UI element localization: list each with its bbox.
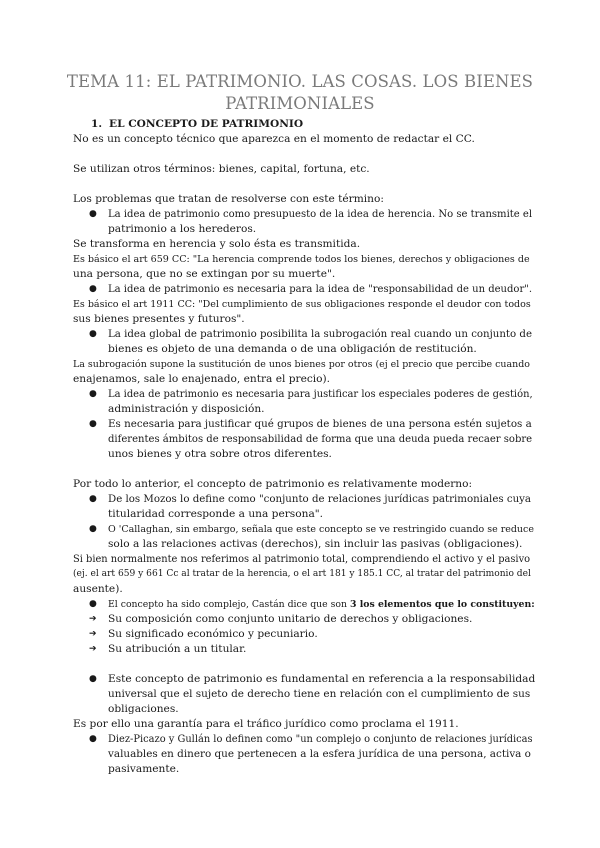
list-item	[73, 642, 535, 657]
section-number: 1.	[91, 118, 103, 130]
section-heading	[73, 117, 535, 132]
bullet-icon: ●	[89, 389, 97, 399]
list-item-text: La idea de patrimonio es necesaria para justificar los especiales poderes de gestión,	[108, 389, 533, 400]
list-item-text: El concepto ha sido complejo, Castán dice que son	[108, 599, 350, 610]
bullet-icon: ●	[89, 209, 97, 219]
paragraph-line: enajenamos, sale lo enajenado, entra el precio).	[73, 373, 331, 385]
list-item-text: Este concepto de patrimonio es fundamental en referencia a la responsabilidad	[108, 673, 536, 685]
list-item	[73, 672, 535, 687]
list-item-bold-text: 3 los elementos que lo constituyen:	[349, 599, 535, 610]
list-item-continuation: solo a las relaciones activas (derechos), sin incluir las pasivas (obligaciones).	[108, 538, 523, 550]
list-item-continuation: universal que el sujeto de derecho tiene en relación con el cumplimiento de sus	[108, 688, 531, 700]
list-item	[73, 207, 535, 222]
list-item-text: Diez-Picazo y Gullán lo definen como "un complejo o conjunto de relaciones jurídicas	[108, 734, 533, 745]
bullet-icon: ●	[89, 284, 97, 294]
list-item-text: Su composición como conjunto unitario de derechos y obligaciones.	[108, 613, 473, 625]
paragraph-line: Es básico el art 659 CC: "La herencia comprende todos los bienes, derechos y obligaciones de	[73, 254, 530, 265]
page-title-line: TEMA 11: EL PATRIMONIO. LAS COSAS. LOS BIENES	[66, 72, 534, 91]
paragraph-line: ausente).	[73, 583, 123, 595]
arrow-icon: ➔	[89, 629, 97, 639]
paragraph-line: Se transforma en herencia y solo ésta es transmitida.	[73, 238, 361, 250]
list-item-text: La idea global de patrimonio posibilita la subrogación real cuando un conjunto de	[108, 329, 532, 340]
arrow-icon: ➔	[89, 644, 97, 654]
list-item	[73, 597, 535, 612]
paragraph-line: una persona, que no se extingan por su muerte".	[73, 268, 336, 280]
bullet-icon: ●	[89, 419, 97, 429]
bullet-icon: ●	[89, 599, 97, 609]
list-item	[73, 732, 535, 747]
bullet-icon: ●	[89, 494, 97, 504]
list-item	[73, 627, 535, 642]
list-item-text: Su significado económico y pecuniario.	[108, 628, 318, 640]
list-item-text: De los Mozos lo define como "conjunto de relaciones jurídicas patrimoniales cuya	[108, 494, 532, 505]
paragraph-line: Es básico el art 1911 CC: "Del cumplimiento de sus obligaciones responde el deudor con todos	[73, 299, 531, 310]
page-title-line: PATRIMONIALES	[225, 94, 375, 113]
paragraph-line: sus bienes presentes y futuros".	[73, 313, 245, 325]
list-item-text: La idea de patrimonio es necesaria para la idea de "responsabilidad de un deudor".	[108, 284, 533, 295]
document-body	[73, 117, 535, 777]
bullet-icon: ●	[89, 734, 97, 744]
bullet-icon: ●	[89, 524, 97, 534]
page-title	[60, 71, 540, 115]
list-item-continuation: administración y disposición.	[108, 403, 265, 415]
list-item	[73, 522, 535, 537]
list-item	[73, 492, 535, 507]
list-item-continuation: diferentes ámbitos de responsabilidad de forma que una deuda pueda recaer sobre	[108, 434, 533, 445]
list-item-continuation: valuables en dinero que pertenecen a la esfera jurídica de una persona, activa o	[108, 748, 531, 760]
list-item	[73, 417, 535, 432]
arrow-icon: ➔	[89, 614, 97, 624]
paragraph-line: Los problemas que tratan de resolverse con este término:	[73, 193, 384, 205]
section-heading-text: EL CONCEPTO DE PATRIMONIO	[109, 118, 304, 130]
list-item-text: O 'Callaghan, sin embargo, señala que este concepto se ve restringido cuando se reduce	[108, 524, 534, 535]
list-item	[73, 282, 535, 297]
list-item-text: Su atribución a un titular.	[108, 643, 247, 655]
paragraph-line: (ej. el art 659 y 661 Cc al tratar de la herencia, o el art 181 y 185.1 CC, al tratar del patrimonio del	[73, 569, 531, 579]
list-item	[73, 327, 535, 342]
list-item-text: La idea de patrimonio como presupuesto de la idea de herencia. No se transmite el	[108, 209, 533, 220]
list-item-continuation: obligaciones.	[108, 703, 179, 715]
list-item-continuation: titularidad corresponde a una persona".	[108, 508, 323, 520]
list-item-continuation: patrimonio a los herederos.	[108, 223, 257, 235]
bullet-icon: ●	[89, 674, 97, 684]
list-item-continuation: bienes es objeto de una demanda o de una obligación de restitución.	[108, 343, 477, 355]
list-item-continuation: pasivamente.	[108, 763, 180, 775]
paragraph-line: Se utilizan otros términos: bienes, capital, fortuna, etc.	[73, 163, 370, 175]
list-item-text: Es necesaria para justificar qué grupos de bienes de una persona estén sujetos a	[108, 418, 532, 430]
paragraph-line: Es por ello una garantía para el tráfico jurídico como proclama el 1911.	[73, 718, 459, 730]
list-item	[73, 612, 535, 627]
list-item-continuation: unos bienes y otra sobre otros diferentes.	[108, 448, 332, 460]
paragraph-line: Si bien normalmente nos referimos al patrimonio total, comprendiendo el activo y el pasivo	[73, 554, 531, 565]
paragraph-line: Por todo lo anterior, el concepto de patrimonio es relativamente moderno:	[73, 478, 473, 490]
paragraph-line: La subrogación supone la sustitución de unos bienes por otros (ej el precio que percibe cuando	[73, 359, 530, 370]
bullet-icon: ●	[89, 329, 97, 339]
list-item	[73, 387, 535, 402]
paragraph-line: No es un concepto técnico que aparezca en el momento de redactar el CC.	[73, 133, 475, 145]
